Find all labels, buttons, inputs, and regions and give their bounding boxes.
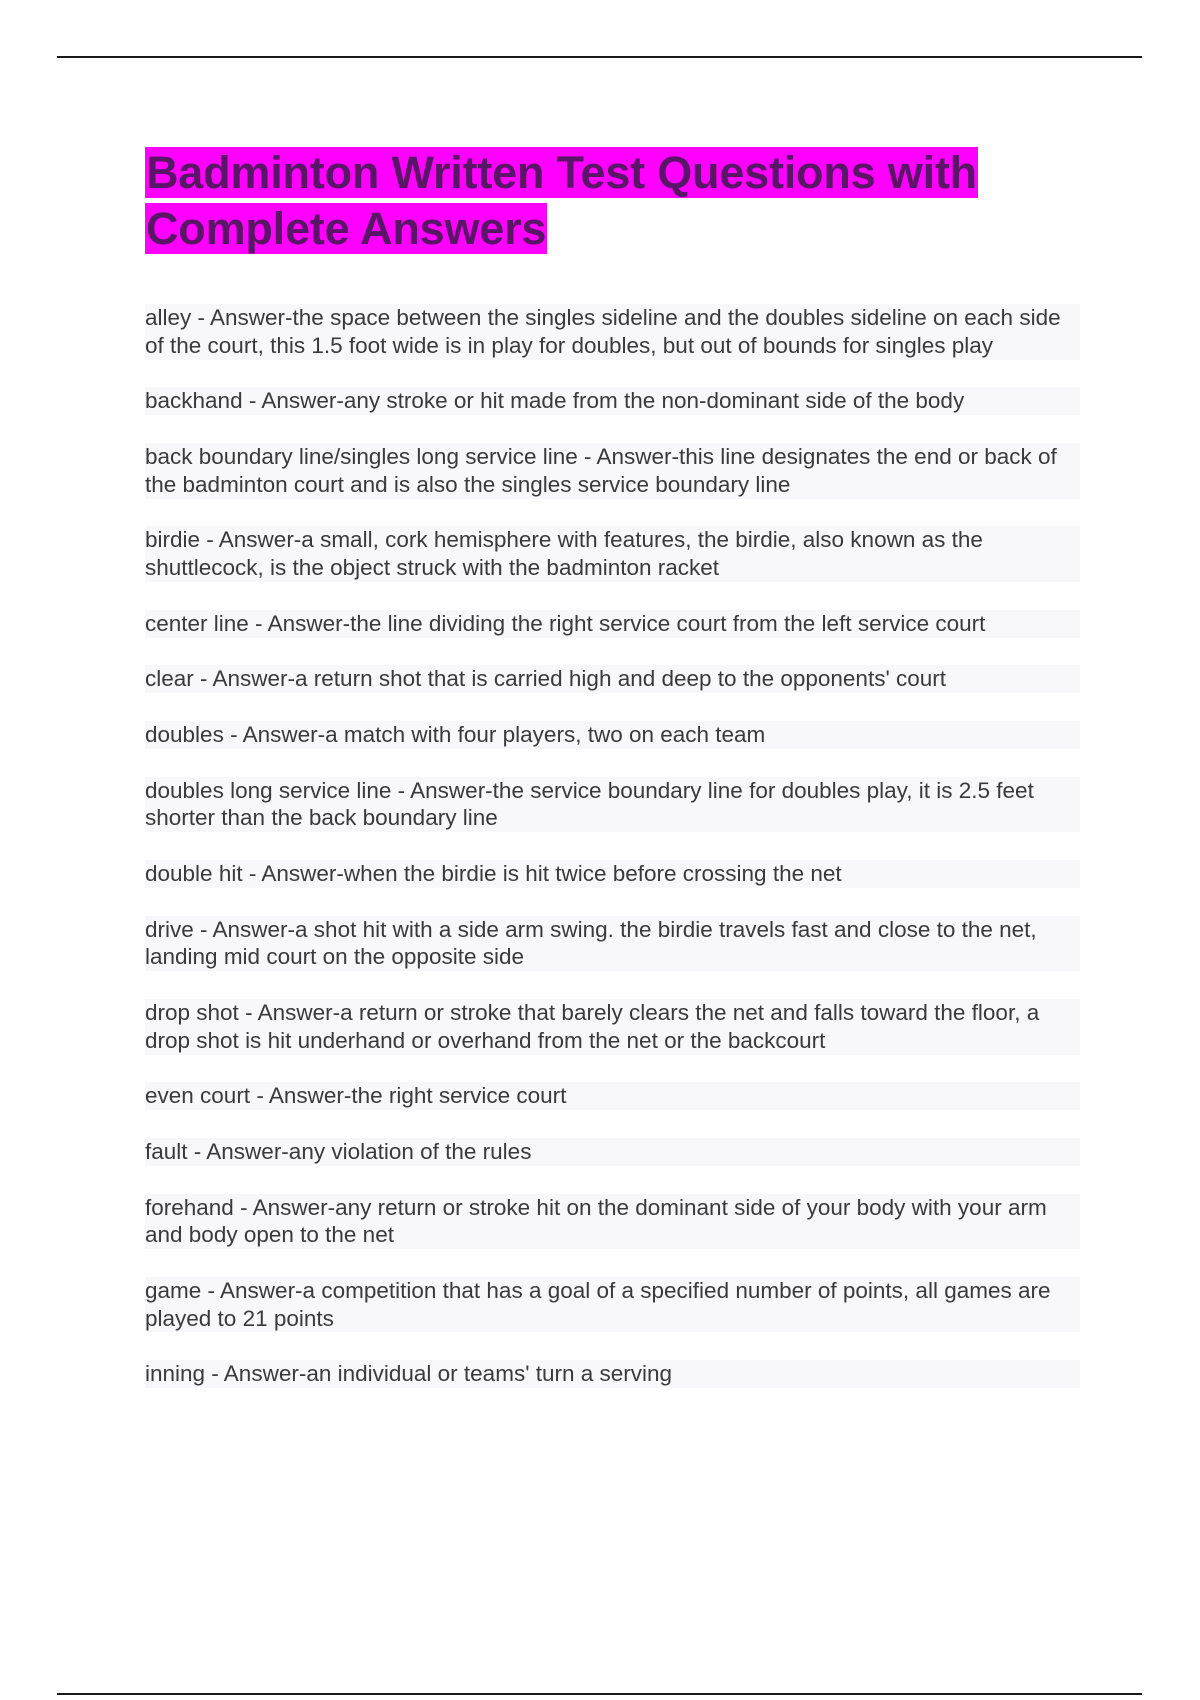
glossary-entry: even court - Answer-the right service court: [145, 1082, 1080, 1110]
glossary-entry: clear - Answer-a return shot that is carried high and deep to the opponents' court: [145, 665, 1080, 693]
page-title: [145, 145, 1080, 257]
glossary-entry: game - Answer-a competition that has a goal of a specified number of points, all games are played to 21 points: [145, 1277, 1080, 1333]
glossary-entry: birdie - Answer-a small, cork hemisphere with features, the birdie, also known as the shuttlecock, is the object struck with the badminton racket: [145, 526, 1080, 582]
glossary-entry: doubles - Answer-a match with four players, two on each team: [145, 721, 1080, 749]
bottom-rule: [57, 1693, 1142, 1695]
glossary-list: [145, 304, 1080, 1388]
glossary-entry: drive - Answer-a shot hit with a side arm swing. the birdie travels fast and close to the net, landing mid court on the opposite side: [145, 916, 1080, 972]
glossary-entry: forehand - Answer-any return or stroke hit on the dominant side of your body with your arm and body open to the net: [145, 1194, 1080, 1250]
glossary-entry: alley - Answer-the space between the singles sideline and the doubles sideline on each side of the court, this 1.5 foot wide is in play for doubles, but out of bounds for singles play: [145, 304, 1080, 360]
document-body: [145, 145, 1080, 1416]
glossary-entry: fault - Answer-any violation of the rules: [145, 1138, 1080, 1166]
title-highlight: Badminton Written Test Questions with Complete Answers: [146, 147, 977, 254]
top-rule: [57, 56, 1142, 58]
glossary-entry: back boundary line/singles long service line - Answer-this line designates the end or back of the badminton court and is also the singles service boundary line: [145, 443, 1080, 499]
glossary-entry: inning - Answer-an individual or teams' turn a serving: [145, 1360, 1080, 1388]
glossary-entry: double hit - Answer-when the birdie is hit twice before crossing the net: [145, 860, 1080, 888]
glossary-entry: center line - Answer-the line dividing the right service court from the left service court: [145, 610, 1080, 638]
glossary-entry: doubles long service line - Answer-the service boundary line for doubles play, it is 2.5 feet shorter than the back boundary line: [145, 777, 1080, 833]
glossary-entry: drop shot - Answer-a return or stroke that barely clears the net and falls toward the floor, a drop shot is hit underhand or overhand from the net or the backcourt: [145, 999, 1080, 1055]
glossary-entry: backhand - Answer-any stroke or hit made from the non-dominant side of the body: [145, 387, 1080, 415]
